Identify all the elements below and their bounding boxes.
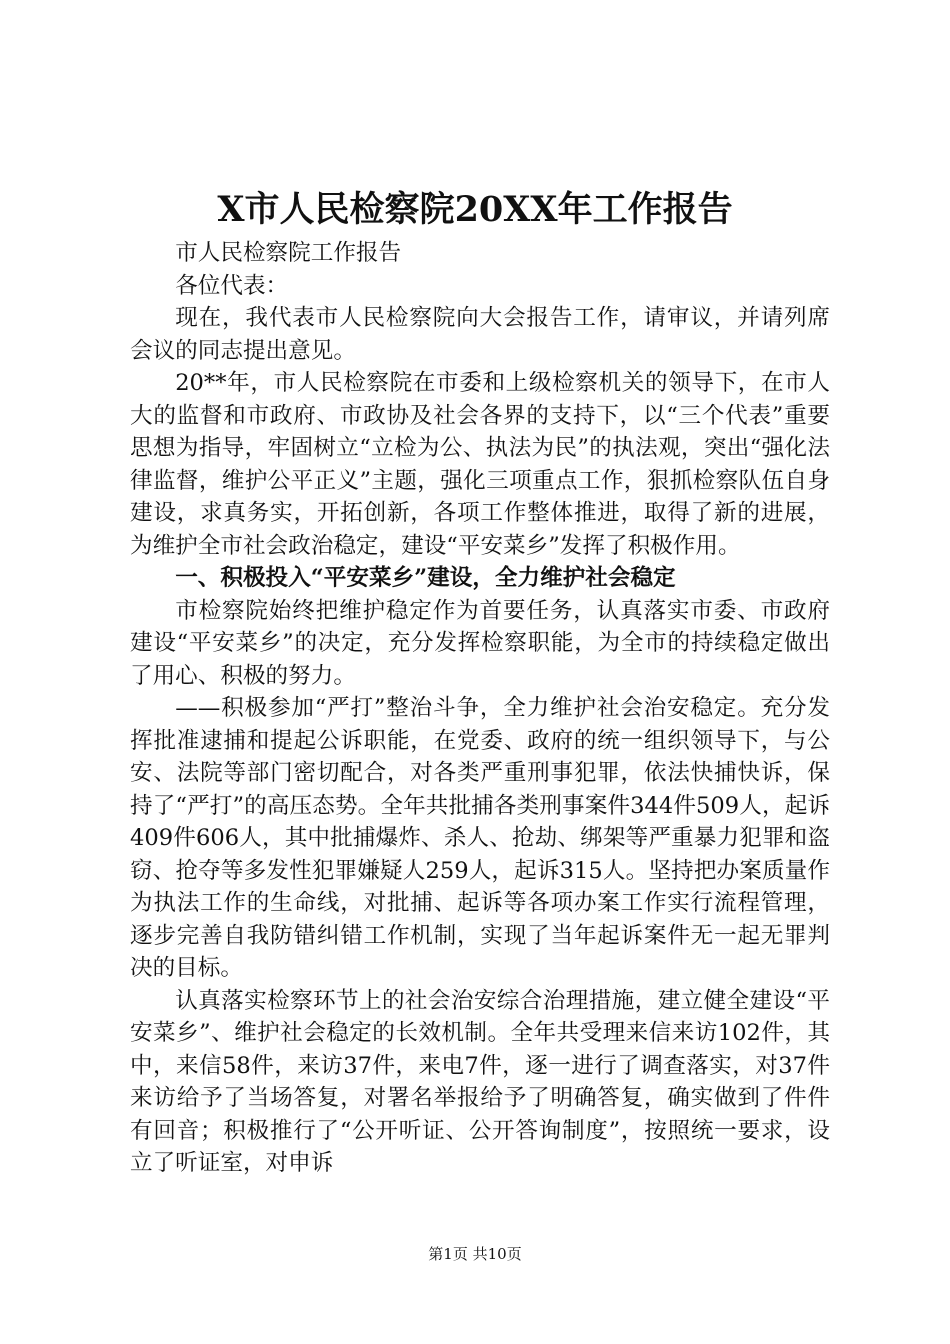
document-body xyxy=(130,237,830,1180)
page-footer: 第1页 共10页 xyxy=(428,1245,522,1263)
body-paragraph: 认真落实检察环节上的社会治安综合治理措施，建立健全建设“平安菜乡”、维护社会稳定的长效机制。全年共受理来信来访102件，其中，来信58件，来访37件，来电7件，逐一进行了调查落实，对37件来访给予了当场答复，对署名举报给予了明确答复，确实做到了件件有回音；积极推行了“公开听证、公开答询制度”，按照统一要求，设立了听证室，对申诉 xyxy=(130,987,830,1176)
document-title: X市人民检察院20XX年工作报告 xyxy=(217,189,733,230)
salutation-paragraph: 各位代表： xyxy=(175,272,289,299)
subtitle-paragraph: 市人民检察院工作报告 xyxy=(175,240,402,266)
section-heading: 一、积极投入“平安菜乡”建设，全力维护社会稳定 xyxy=(175,565,676,591)
body-paragraph: 20**年，市人民检察院在市委和上级检察机关的领导下，在市人大的监督和市政府、市政协及社会各界的支持下，以“三个代表”重要思想为指导，牢固树立“立检为公、执法为民”的执法观，突出“强化法律监督，维护公平正义”主题，强化三项重点工作，狠抓检察队伍自身建设，求真务实，开拓创新，各项工作整体推进，取得了新的进展，为维护全市社会政治稳定，建设“平安菜乡”发挥了积极作用。 xyxy=(130,370,830,559)
body-paragraph: ——积极参加“严打”整治斗争，全力维护社会治安稳定。充分发挥批准逮捕和提起公诉职能，在党委、政府的统一组织领导下，与公安、法院等部门密切配合，对各类严重刑事犯罪，依法快捕快诉，保持了“严打”的高压态势。全年共批捕各类刑事案件344件509人，起诉409件606人，其中批捕爆炸、杀人、抢劫、绑架等严重暴力犯罪和盗窃、抢夺等多发性犯罪嫌疑人259人，起诉315人。坚持把办案质量作为执法工作的生命线，对批捕、起诉等各项办案工作实行流程管理，逐步完善自我防错纠错工作机制，实现了当年起诉案件无一起无罪判决的目标。 xyxy=(130,695,830,981)
body-paragraph: 市检察院始终把维护稳定作为首要任务，认真落实市委、市政府建设“平安菜乡”的决定，充分发挥检察职能，为全市的持续稳定做出了用心、积极的努力。 xyxy=(130,597,830,689)
body-paragraph: 现在，我代表市人民检察院向大会报告工作，请审议，并请列席会议的同志提出意见。 xyxy=(130,305,830,364)
